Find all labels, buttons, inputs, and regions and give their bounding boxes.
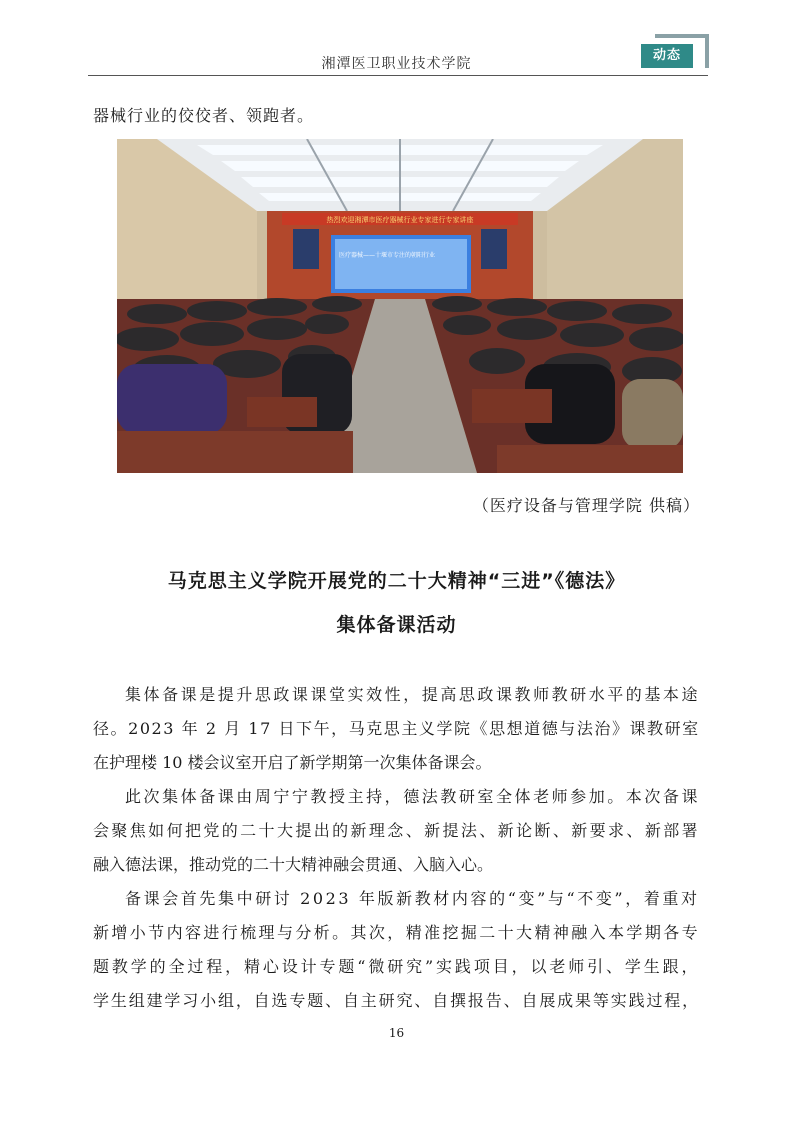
body-line: 径。2023 年 2 月 17 日下午，马克思主义学院《思想道德与法治》课教研室 bbox=[93, 719, 700, 738]
header-divider bbox=[88, 75, 708, 76]
body-line: 题教学的全过程，精心设计专题“微研究”实践项目，以老师引、学生跟， bbox=[93, 957, 701, 976]
screen-slide-title: 医疗器械——十堰市专注的朝阳行业 bbox=[339, 252, 436, 259]
section-badge-group bbox=[641, 34, 707, 68]
document-header-title: 湘潭医卫职业技术学院 bbox=[321, 56, 472, 72]
body-line: 学生组建学习小组，自选专题、自主研究、自撰报告、自展成果等实践过程， bbox=[93, 991, 701, 1010]
lecture-hall-photo bbox=[117, 139, 683, 473]
stage-banner-text: 热烈欢迎湘潭市医疗器械行业专家进行专家讲座 bbox=[326, 216, 474, 224]
photo-caption: （医疗设备与管理学院 供稿） bbox=[472, 496, 700, 515]
body-line: 此次集体备课由周宁宁教授主持，德法教研室全体老师参加。本次备课 bbox=[125, 787, 701, 806]
article-title-line-1: 马克思主义学院开展党的二十大精神“三进”《德法》 bbox=[167, 570, 626, 592]
body-line: 新增小节内容进行梳理与分析。其次，精准挖掘二十大精神融入本学期各专 bbox=[93, 923, 701, 942]
body-line: 融入德法课，推动党的二十大精神融会贯通、入脑入心。 bbox=[93, 855, 494, 874]
body-line: 备课会首先集中研讨 2023 年版新教材内容的“变”与“不变”，着重对 bbox=[125, 889, 700, 908]
body-line: 在护理楼 10 楼会议室开启了新学期第一次集体备课会。 bbox=[93, 753, 492, 772]
section-badge: 动态 bbox=[641, 44, 693, 68]
page-number: 16 bbox=[388, 1026, 405, 1040]
article-title-line-2: 集体备课活动 bbox=[336, 614, 457, 636]
body-line: 会聚焦如何把党的二十大提出的新理念、新提法、新论断、新要求、新部署 bbox=[93, 821, 701, 840]
previous-article-tail-text: 器械行业的佼佼者、领跑者。 bbox=[93, 106, 315, 125]
body-line: 集体备课是提升思政课课堂实效性，提高思政课教师教研水平的基本途 bbox=[125, 685, 701, 704]
